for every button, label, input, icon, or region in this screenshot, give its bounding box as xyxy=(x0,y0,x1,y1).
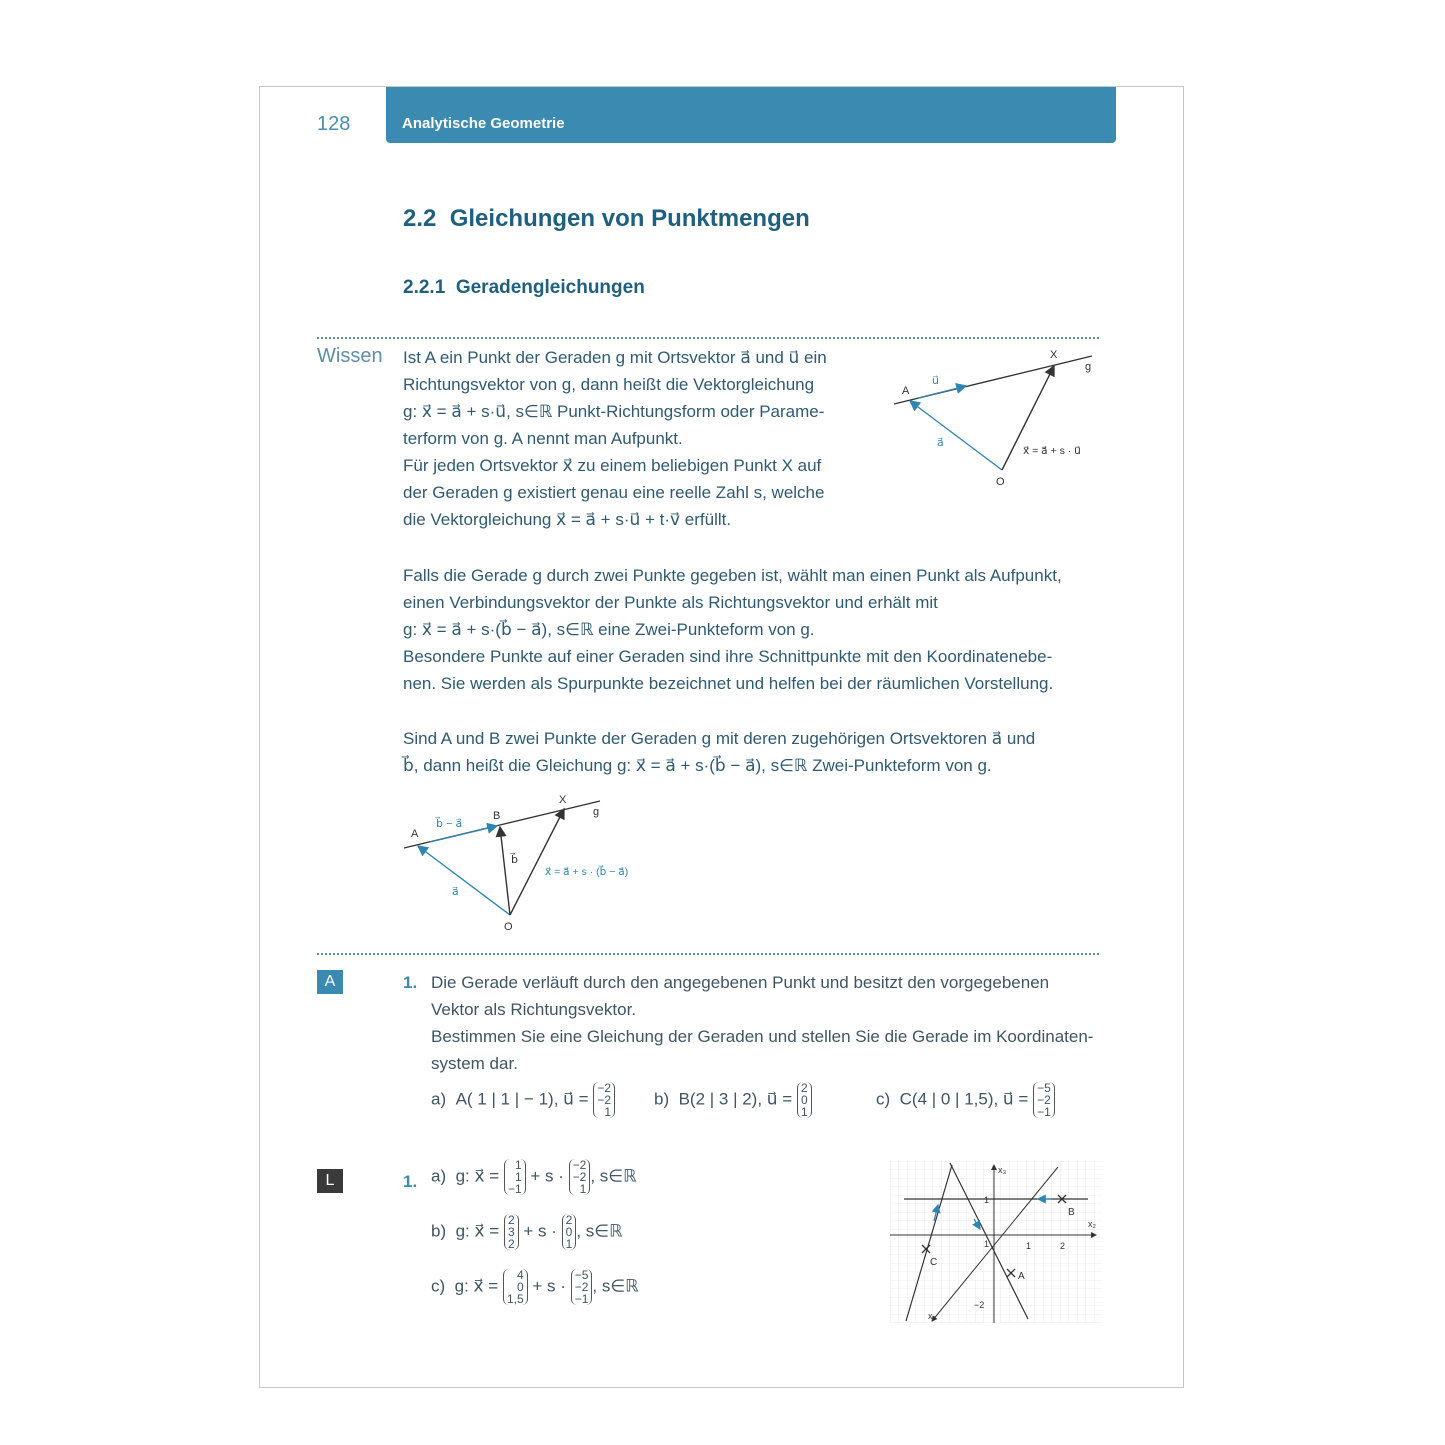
text-line: g: x⃗ = a⃗ + s·u⃗, s∈ℝ Punkt-Richtungsform oder Parame- xyxy=(403,402,825,421)
text-line: der Geraden g existiert genau eine reelle Zahl s, welche xyxy=(403,483,825,502)
vector-x xyxy=(510,809,564,915)
solution-coordinate-graph xyxy=(890,1161,1102,1323)
text-line: Bestimmen Sie eine Gleichung der Geraden und stellen Sie die Gerade im Koordinaten- xyxy=(431,1027,1094,1046)
label-A: A xyxy=(1018,1271,1025,1282)
label-g: g xyxy=(593,806,600,818)
direction-vector: 2 0 1 xyxy=(797,1082,812,1118)
wissen-label: Wissen xyxy=(317,345,383,367)
tick-1-x2: 1 xyxy=(1026,1241,1032,1251)
text-line: Falls die Gerade g durch zwei Punkte gegeben ist, wählt man einen Punkt als Aufpunkt, xyxy=(403,566,1062,585)
tick-1-x3: 1 xyxy=(984,1195,990,1205)
label-O: O xyxy=(504,921,513,933)
chapter-title: Analytische Geometrie xyxy=(402,115,565,132)
text-line: nen. Sie werden als Spurpunkte bezeichnet und helfen bei der räumlichen Vorstellung. xyxy=(403,674,1054,693)
text-line: terform von g. A nennt man Aufpunkt. xyxy=(403,429,683,448)
label-u: u⃗ xyxy=(932,375,939,387)
solution-badge-L: L xyxy=(317,1169,343,1193)
text-line: Die Gerade verläuft durch den angegebenen Punkt und besitzt den vorgegebenen xyxy=(431,973,1050,992)
task-part-b xyxy=(654,1082,812,1118)
direction-vector: −2 −2 1 xyxy=(569,1159,591,1195)
wissen-paragraph-1 xyxy=(403,344,883,533)
text-line: Besondere Punkte auf einer Geraden sind ihre Schnittpunkte mit den Koordinatenebe- xyxy=(403,647,1053,666)
solution-part-b: b) g: x⃗ = 2 3 2 + s · 2 0 1, s∈ℝ xyxy=(431,1213,623,1251)
task-parts xyxy=(431,1082,1111,1126)
label-b: b⃗ xyxy=(511,854,518,866)
vector-b xyxy=(500,827,510,915)
text-line: Für jeden Ortsvektor x⃗ zu einem beliebigen Punkt X auf xyxy=(403,456,822,475)
label-B: B xyxy=(493,810,501,822)
text-line: Sind A und B zwei Punkte der Geraden g mit deren zugehörigen Ortsvektoren a⃗ und xyxy=(403,729,1036,748)
label-C: C xyxy=(930,1257,938,1268)
direction-vector: −5 −2 −1 xyxy=(571,1269,593,1305)
text-line: Ist A ein Punkt der Geraden g mit Ortsvektor a⃗ und u⃗ ein xyxy=(403,348,827,367)
text-line: Richtungsvektor von g, dann heißt die Vektorgleichung xyxy=(403,375,815,394)
vector-u xyxy=(918,386,966,398)
text-line: system dar. xyxy=(431,1054,518,1073)
tick-2-x2: 2 xyxy=(1060,1241,1066,1251)
support-vector: 4 0 1,5 xyxy=(503,1269,528,1305)
label-B: B xyxy=(1068,1207,1075,1218)
part-label: b) xyxy=(654,1089,670,1109)
textbook-page xyxy=(259,86,1184,1388)
text-line: die Vektorgleichung x⃗ = a⃗ + s·u⃗ + t·v⃗ erfüllt. xyxy=(403,510,732,529)
support-vector: 2 3 2 xyxy=(504,1214,519,1250)
part-point: C(4 | 0 | 1,5), u⃗ = xyxy=(899,1089,1029,1109)
task-part-a xyxy=(431,1082,615,1118)
direction-vector: 2 0 1 xyxy=(562,1214,577,1250)
parameter-form-diagram xyxy=(888,342,1103,492)
task-text xyxy=(431,969,1111,1077)
task-part-c xyxy=(876,1082,1055,1118)
text-line: Vektor als Richtungsvektor. xyxy=(431,1000,637,1019)
tick-1-x1: 1 xyxy=(984,1239,990,1249)
part-point: B(2 | 3 | 2), u⃗ = xyxy=(678,1089,793,1109)
task-number: 1. xyxy=(403,973,418,992)
label-a: a⃗ xyxy=(937,437,944,449)
label-X: X xyxy=(1050,349,1058,361)
wissen-paragraph-2 xyxy=(403,562,1103,697)
subsection-number: 2.2.1 xyxy=(403,277,446,298)
two-point-form-diagram xyxy=(400,787,660,937)
divider-bottom xyxy=(317,953,1099,955)
wissen-paragraph-3 xyxy=(403,725,1103,779)
label-x3: x₃ xyxy=(998,1165,1007,1175)
label-a: a⃗ xyxy=(452,886,459,898)
page-number: 128 xyxy=(317,113,351,135)
part-label: a) xyxy=(431,1089,447,1109)
label-x-equation: x⃗ = a⃗ + s · u⃗ xyxy=(1023,445,1081,457)
text-line: g: x⃗ = a⃗ + s·(b⃗ − a⃗), s∈ℝ eine Zwei-Punkteform von g. xyxy=(403,620,815,639)
label-A: A xyxy=(411,828,419,840)
section-number: 2.2 xyxy=(403,205,437,232)
label-x2: x₂ xyxy=(1088,1219,1096,1229)
solution-parts xyxy=(431,1159,851,1329)
direction-vector: −5 −2 −1 xyxy=(1033,1082,1055,1118)
label-A: A xyxy=(902,385,910,397)
section-title: Gleichungen von Punktmengen xyxy=(449,205,810,232)
vector-a xyxy=(910,401,1002,470)
chapter-header-bar xyxy=(386,87,1116,143)
tick-neg2-x3: −2 xyxy=(974,1300,985,1310)
solution-part-a: a) g: x⃗ = 1 1 −1 + s · −2 −2 1, s∈ℝ xyxy=(431,1158,637,1196)
support-vector: 1 1 −1 xyxy=(504,1159,526,1195)
subsection-heading xyxy=(403,277,645,299)
text-line: einen Verbindungsvektor der Punkte als Richtungsvektor und erhält mit xyxy=(403,593,938,612)
label-X: X xyxy=(559,794,567,806)
label-x-equation: x⃗ = a⃗ + s · (b⃗ − a⃗) xyxy=(545,866,629,878)
part-label: c) xyxy=(876,1089,891,1109)
label-x1: x₁ xyxy=(928,1311,936,1321)
part-point: A( 1 | 1 | − 1), u⃗ = xyxy=(455,1089,589,1109)
label-b-minus-a: b⃗ − a⃗ xyxy=(436,818,463,830)
label-g: g xyxy=(1085,361,1092,373)
divider-top xyxy=(317,337,1099,339)
task-badge-A: A xyxy=(317,970,343,994)
vector-a xyxy=(418,846,510,915)
subsection-title: Geradengleichungen xyxy=(455,277,645,298)
label-O: O xyxy=(996,476,1005,488)
solution-number: 1. xyxy=(403,1172,418,1191)
direction-vector: −2 −2 1 xyxy=(593,1082,615,1118)
text-line: b⃗, dann heißt die Gleichung g: x⃗ = a⃗ + s·(b⃗ − a⃗), s∈ℝ Zwei-Punkteform von g. xyxy=(403,756,992,775)
solution-part-c: c) g: x⃗ = 4 0 1,5 + s · −5 −2 −1, s∈ℝ xyxy=(431,1268,639,1306)
section-heading xyxy=(403,205,810,233)
